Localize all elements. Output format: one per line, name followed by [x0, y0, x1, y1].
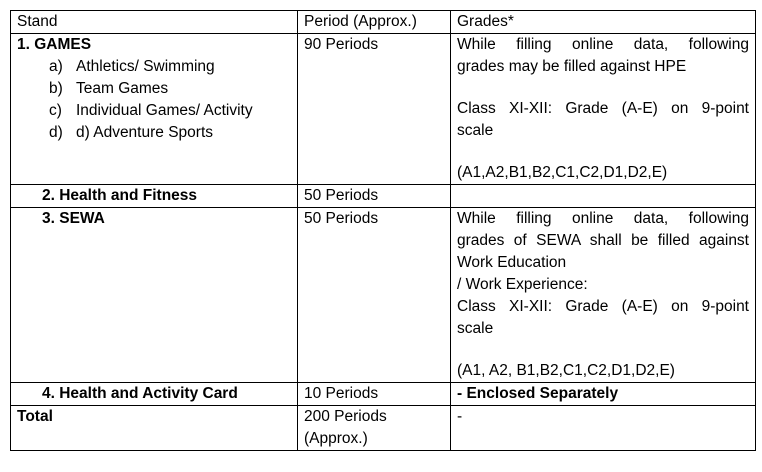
card-period: 10 Periods: [298, 383, 451, 406]
table-row-sewa: [11, 208, 756, 383]
header-period: Period (Approx.): [298, 11, 451, 34]
games-item-d: d) d) Adventure Sports: [49, 124, 213, 141]
sewa-class-line2: scale: [457, 320, 494, 337]
table-row-games: [11, 34, 756, 185]
sewa-grades-line2: grades of SEWA shall be filled against: [457, 232, 749, 249]
sewa-grades-line4: / Work Experience:: [457, 276, 588, 293]
sewa-class-line1: Class XI-XII: Grade (A-E) on 9-point: [457, 298, 749, 315]
table-row-total: [11, 406, 756, 451]
games-class-line2: scale: [457, 122, 494, 139]
table-row-card: [11, 383, 756, 406]
header-grades: Grades*: [451, 11, 756, 34]
sewa-grades-line3: Work Education: [457, 254, 567, 271]
games-title: 1. GAMES: [17, 36, 92, 53]
games-item-c: c) Individual Games/ Activity: [49, 102, 253, 119]
games-grades-cell: [451, 34, 756, 185]
sewa-grades-cell: [451, 208, 756, 383]
games-stand-cell: [11, 34, 298, 185]
table-header-row: [11, 11, 756, 34]
total-grades: -: [451, 406, 756, 451]
total-label: Total: [11, 406, 298, 451]
table-row-health: [11, 185, 756, 208]
card-grades: - Enclosed Separately: [451, 383, 756, 406]
health-grades: [451, 185, 756, 208]
games-grade-list: (A1,A2,B1,B2,C1,C2,D1,D2,E): [457, 164, 668, 181]
sewa-title: 3. SEWA: [11, 208, 298, 383]
sewa-period: 50 Periods: [298, 208, 451, 383]
games-item-a: a) Athletics/ Swimming: [49, 58, 215, 75]
sewa-grades-line1: While filling online data, following: [457, 210, 749, 227]
health-period: 50 Periods: [298, 185, 451, 208]
total-period-cell: [298, 406, 451, 451]
curriculum-table: [10, 10, 756, 451]
games-period: 90 Periods: [298, 34, 451, 185]
games-grades-line1: While filling online data, following: [457, 36, 749, 53]
total-period-line2: (Approx.): [304, 430, 368, 447]
total-period-line1: 200 Periods: [304, 408, 387, 425]
header-stand: Stand: [11, 11, 298, 34]
games-grades-line2: grades may be filled against HPE: [457, 58, 687, 75]
sewa-grade-list: (A1, A2, B1,B2,C1,C2,D1,D2,E): [457, 362, 675, 379]
health-title: 2. Health and Fitness: [11, 185, 298, 208]
games-item-b: b) Team Games: [49, 80, 169, 97]
card-title: 4. Health and Activity Card: [11, 383, 298, 406]
games-class-line1: Class XI-XII: Grade (A-E) on 9-point: [457, 100, 749, 117]
